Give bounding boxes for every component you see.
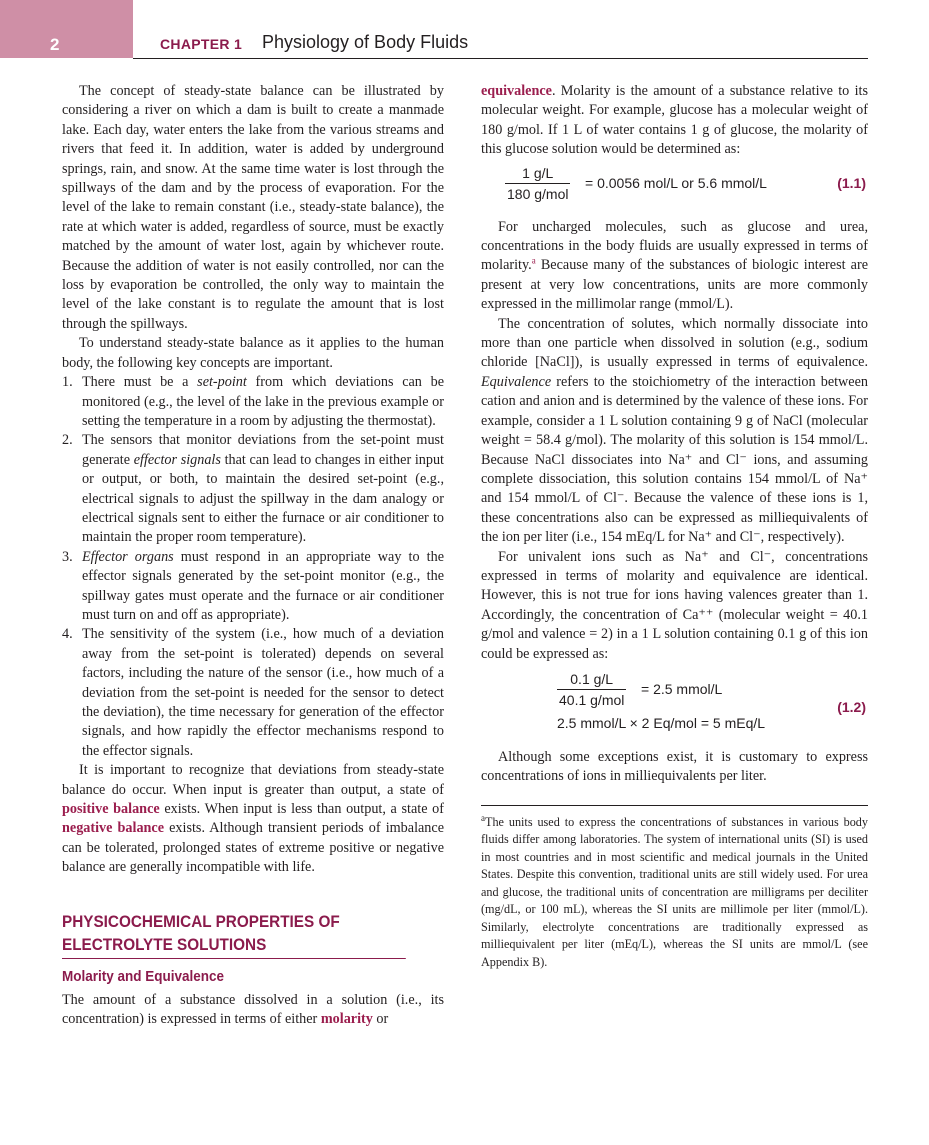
right-column [481, 82, 868, 971]
header-rule [133, 58, 868, 59]
equation-fraction: 0.1 g/L 40.1 g/mol [559, 670, 625, 708]
footnote-ref: a [531, 255, 536, 266]
term-molarity: molarity [320, 1011, 373, 1028]
emphasis: set-point [197, 374, 247, 391]
left-column [62, 82, 444, 1029]
term-positive-balance: positive balance [62, 801, 160, 818]
footnote: $^a$The units used to express the concentrations of substances in various body fluids differ among laboratories. The system of international units (SI) is used in most countries and in most scientific and medical journals in the United States. Despite this convention, traditional units are still widely used. For urea and glucose, the traditional units of concentration are milligrams per deciliter (mg/dL, or 100 mL), whereas the SI units are millimole per liter (mmol/L). Similarly, electrolyte concentrations are traditionally expressed as milliequivalent per liter (mEq/L), whereas the SI units are mmol/L (see Appendix B). [481, 812, 868, 969]
section-heading: PHYSICOCHEMICAL PROPERTIES OF ELECTROLYTE SOLUTIONS [62, 910, 406, 959]
paragraph-univalent: For univalent ions such as Na⁺ and Cl⁻, concentrations expressed in terms of molarity and equivalence are identical. However, this is not true for ions having valences greater than 1. Accordingly, the concentration of Ca⁺⁺ (molecular weight = 40.1 g/mol and valence = 2) in a 1 L solution containing 0.1 g of this ion could be expressed as: [481, 548, 868, 662]
list-item: 4. The sensitivity of the system (i.e., how much of a deviation away from the set-point is tolerated) depends on several factors, including the nature of the sensor (i.e., how much of a deviation from the set-point is needed for the sensor to detect the deviation), the time necessary for generation of the effector signals, and how rapidly the effector mechanisms respond to the effector signals. [62, 626, 444, 759]
footnote-mark: a [481, 812, 485, 823]
key-concepts-list [62, 373, 444, 761]
list-item: 2. The sensors that monitor deviations from the set-point must generate effector signals that can lead to changes in either input or output, or both, to maintain the desired set-point (e.g., electrical signals to adjust the spillway in the dam analogy or electrical signals sent to either the furnace or air conditioner to maintain the proper room temperature). [62, 432, 444, 546]
equation-1-1 [481, 164, 868, 212]
subsection-heading: Molarity and Equivalence [62, 967, 225, 985]
paragraph-uncharged: For uncharged molecules, such as glucose and urea, concentrations in the body fluids are usually expressed in terms of molarity.$^a$ Because many of the substances of biologic interest are present at very low concentrations, units are more commonly expressed in the millimolar range (mmol/L). [481, 218, 868, 313]
paragraph-balance: It is important to recognize that deviations from steady-state balance do occur. When input is greater than output, a state of positive balance exists. When input is less than output, a state of negative balance exists. Although transient periods of imbalance can be tolerated, prolonged states of extreme positive or negative balance are generally incompatible with life. [62, 762, 444, 876]
list-number: 3. [62, 548, 73, 565]
chapter-label: CHAPTER 1 [160, 36, 243, 52]
term-negative-balance: negative balance [62, 820, 165, 837]
paragraph-molarity: equivalence. Molarity is the amount of a substance relative to its molecular weight. For example, glucose has a molecular weight of 180 g/mol. If 1 L of water contains 1 g of glucose, the molarity of this glucose solution would be determined as: [481, 83, 868, 158]
equation-line-2: 2.5 mmol/L × 2 Eq/mol = 5 mEq/L [557, 714, 766, 731]
paragraph-dam-analogy: The concept of steady-state balance can be illustrated by considering a river on which a dam is built to create a manmade lake. Each day, water enters the lake from the various streams and rivers that feed it. In addition, water is added by underground springs, rain, and snow. At the same time water is lost through the spillways of the dam and by the process of evaporation. For the level of the lake to remain constant (i.e., steady-state balance), the rate at which water is added, regardless of source, must be exactly matched by the amount of water lost, again by whichever route. Because the addition of water is not easily controlled, nor can the loss by evaporation be controlled, the only way to maintain the level of the lake constant is to regulate the amount that is lost through the spillways. [62, 83, 444, 332]
emphasis: effector signals [133, 451, 221, 468]
chapter-title: Physiology of Body Fluids [262, 32, 469, 52]
list-item: 3. Effector organs must respond in an appropriate way to the effector signals generated by the set-point monitor (e.g., the spillway gates must operate and the furnace or air conditioner must turn on and off as appropriate). [62, 548, 444, 623]
list-item: 1. There must be a set-point from which deviations can be monitored (e.g., the level of the lake in the previous example or setting the temperature in a room by adjusting the thermostat). [62, 374, 444, 429]
paragraph-equivalence: The concentration of solutes, which normally dissociate into more than one particle when dissolved in solution (e.g., sodium chloride [NaCl]), is usually expressed in terms of equivalence. Equivalence refers to the stoichiometry of the interaction between cation and anion and is determined by the valence of these ions. For example, consider a 1 L solution containing 9 g of NaCl (molecular weight = 58.4 g/mol). The molarity of this solution is 154 mmol/L. Because NaCl dissociates into Na⁺ and Cl⁻ ions, and assuming complete dissociation, this solution contains 154 mmol/L of Na⁺ and 154 mmol/L of Cl⁻. Because the valence of these ions is 1, these concentrations also can be expressed as milliequivalents of the ion per liter (i.e., 154 mEq/L for Na⁺ and Cl⁻, respectively). [481, 315, 868, 546]
term-equivalence: equivalence [481, 83, 552, 99]
list-number: 2. [62, 432, 73, 449]
equation-result: = 0.0056 mol/L or 5.6 mmol/L [585, 174, 767, 191]
list-number: 1. [62, 374, 73, 391]
paragraph-milliequivalents: Although some exceptions exist, it is customary to express concentrations of ions in milliequivalents per liter. [481, 748, 868, 785]
page-number: 2 [50, 35, 60, 54]
page-number-tab [0, 0, 133, 58]
paragraph-concentration: The amount of a substance dissolved in a solution (i.e., its concentration) is expressed in terms of either molarity or [62, 991, 444, 1028]
emphasis: Effector organs [82, 548, 174, 565]
list-number: 4. [62, 626, 73, 643]
equation-number: (1.1) [837, 174, 866, 191]
emphasis: Equivalence [481, 373, 552, 390]
equation-fraction: 1 g/L 180 g/mol [507, 164, 569, 202]
equation-result: = 2.5 mmol/L [641, 680, 723, 697]
footnote-rule [481, 805, 868, 806]
equation-number: (1.2) [837, 698, 866, 715]
paragraph-key-concepts: To understand steady-state balance as it applies to the human body, the following key concepts are important. [62, 335, 444, 371]
equation-1-2 [481, 670, 868, 734]
